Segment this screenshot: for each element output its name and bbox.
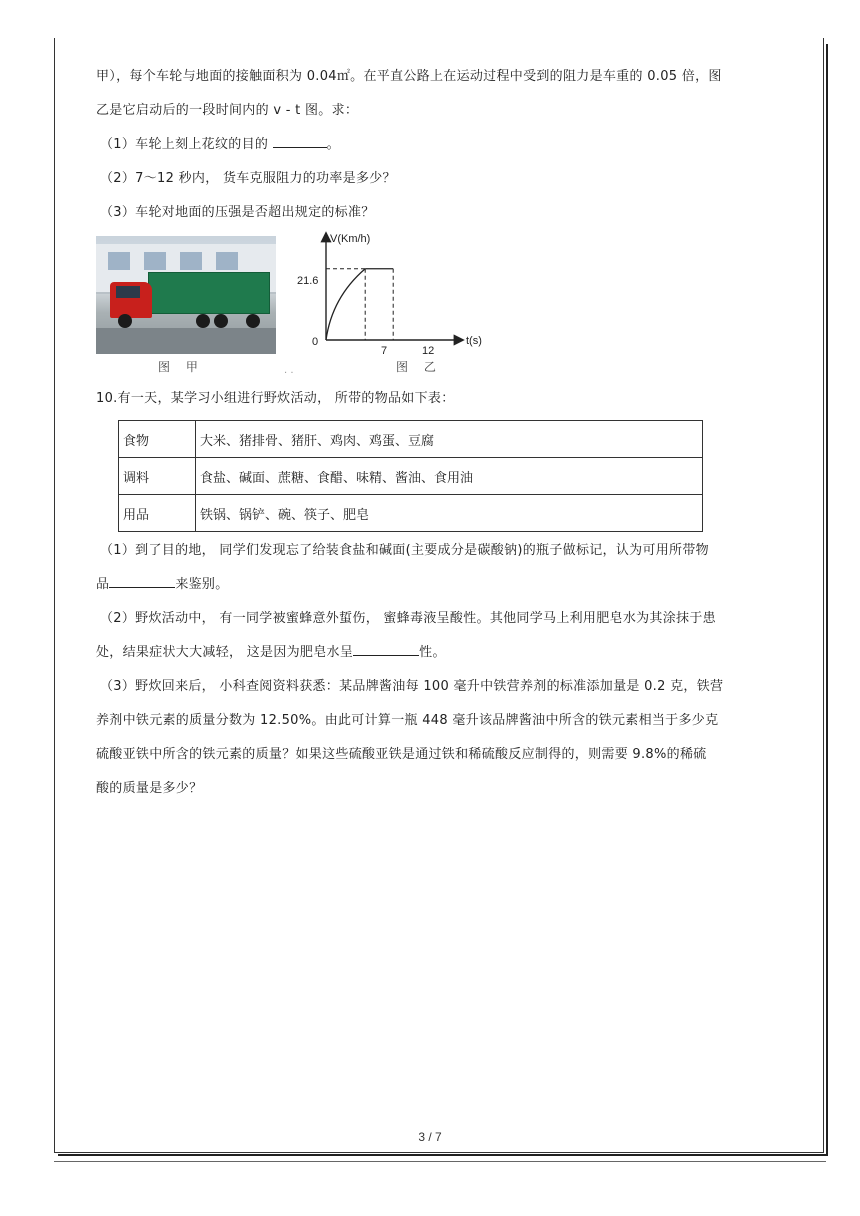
page-border-shadow-bottom: [58, 1154, 828, 1156]
table-cell-category: 用品: [119, 495, 196, 532]
problem9-question3: （3）车轮对地面的压强是否超出规定的标准？: [100, 205, 375, 220]
origin-label: 0: [312, 336, 319, 348]
problem10-q2-line1: （2）野炊活动中， 有一同学被蜜蜂意外蜇伤， 蜜蜂毒液呈酸性。其他同学马上利用肥皂水为其涂抹于患: [100, 611, 716, 626]
problem9-question1: [96, 128, 796, 162]
photo-wheel: [196, 314, 210, 328]
table-cell-category: 食物: [119, 421, 196, 458]
q2-line2-start: 处，结果症状大大减轻， 这是因为肥皂水呈: [96, 645, 354, 660]
question1-text: （1）车轮上刻上花纹的目的: [100, 137, 273, 152]
problem10-q3-line1: （3）野炊回来后， 小科查阅资料获悉：某品牌酱油每 100 毫升中铁营养剂的标准添加量是 0.2 克，铁营: [100, 679, 724, 694]
answer-blank: [109, 573, 175, 588]
problem9-text-line2: 乙是它启动后的一段时间内的 v - t 图。求：: [96, 103, 359, 118]
chart-marks: [326, 269, 393, 340]
vt-graph: [292, 228, 492, 358]
figure-caption-b: 图 乙: [396, 360, 442, 374]
table-row: [119, 421, 703, 458]
photo-wheel: [118, 314, 132, 328]
problem10-q3-line4: 酸的质量是多少？: [96, 781, 203, 796]
figure-dots: · ·: [284, 368, 294, 379]
problem10-q3-line2: 养剂中铁元素的质量分数为 12.50%。由此可计算一瓶 448 毫升该品牌酱油中所含的铁元素相当于多少克: [96, 713, 719, 728]
figure-row: [96, 234, 796, 382]
supplies-table: [118, 420, 703, 532]
table-row: [119, 495, 703, 532]
x-tick-label-12: 12: [422, 345, 435, 357]
table-cell-items: 铁锅、锅铲、碗、筷子、肥皂: [196, 495, 703, 532]
table-cell-category: 调料: [119, 458, 196, 495]
photo-window: [180, 252, 202, 270]
page-content: [96, 60, 796, 806]
q1-line2-start: 品: [96, 577, 110, 592]
q2-line2-end: 性。: [419, 645, 446, 660]
table-cell-items: 食盐、碱面、蔗糖、食醋、味精、酱油、食用油: [196, 458, 703, 495]
photo-window: [144, 252, 166, 270]
photo-window: [108, 252, 130, 270]
figure-caption-a: 图 甲: [158, 360, 204, 374]
photo-trailer: [148, 272, 270, 314]
problem10-q2-line2: [96, 636, 796, 670]
table-cell-items: 大米、猪排骨、猪肝、鸡肉、鸡蛋、豆腐: [196, 421, 703, 458]
problem10-intro: 10.有一天，某学习小组进行野炊活动， 所带的物品如下表：: [96, 391, 455, 406]
answer-blank: [353, 641, 419, 656]
photo-wheel: [214, 314, 228, 328]
answer-blank: [273, 133, 327, 148]
problem10-q1-line2: [96, 568, 796, 602]
photo-window: [216, 252, 238, 270]
problem10-q1-line1: （1）到了目的地， 同学们发现忘了给装食盐和碱面(主要成分是碳酸钠)的瓶子做标记，认为可用所带物: [100, 543, 709, 558]
problem9-text-line1: 甲），每个车轮与地面的接触面积为 0.04㎡。在平直公路上在运动过程中受到的阻力是车重的 0.05 倍，图: [96, 69, 722, 84]
truck-photo: [96, 236, 276, 354]
page-number: 3 / 7: [418, 1130, 442, 1144]
footer-rule: [54, 1161, 826, 1162]
photo-windshield: [116, 286, 140, 298]
y-tick-label: 21.6: [297, 275, 319, 287]
x-axis-label: t(s): [466, 335, 482, 347]
table-row: [119, 458, 703, 495]
y-axis-label: V(Km/h): [330, 233, 371, 245]
problem10-q3-line3: 硫酸亚铁中所含的铁元素的质量？如果这些硫酸亚铁是通过铁和稀硫酸反应制得的，则需要 9.8%的稀硫: [96, 747, 707, 762]
page-border-shadow-right: [826, 44, 828, 1156]
x-tick-label-7: 7: [381, 345, 388, 357]
problem9-question2: （2）7～12 秒内， 货车克服阻力的功率是多少？: [100, 171, 396, 186]
q1-line2-end: 来鉴别。: [175, 577, 229, 592]
velocity-curve: [326, 269, 365, 340]
question1-end: 。: [326, 137, 340, 152]
photo-wheel: [246, 314, 260, 328]
photo-ground: [96, 328, 276, 354]
